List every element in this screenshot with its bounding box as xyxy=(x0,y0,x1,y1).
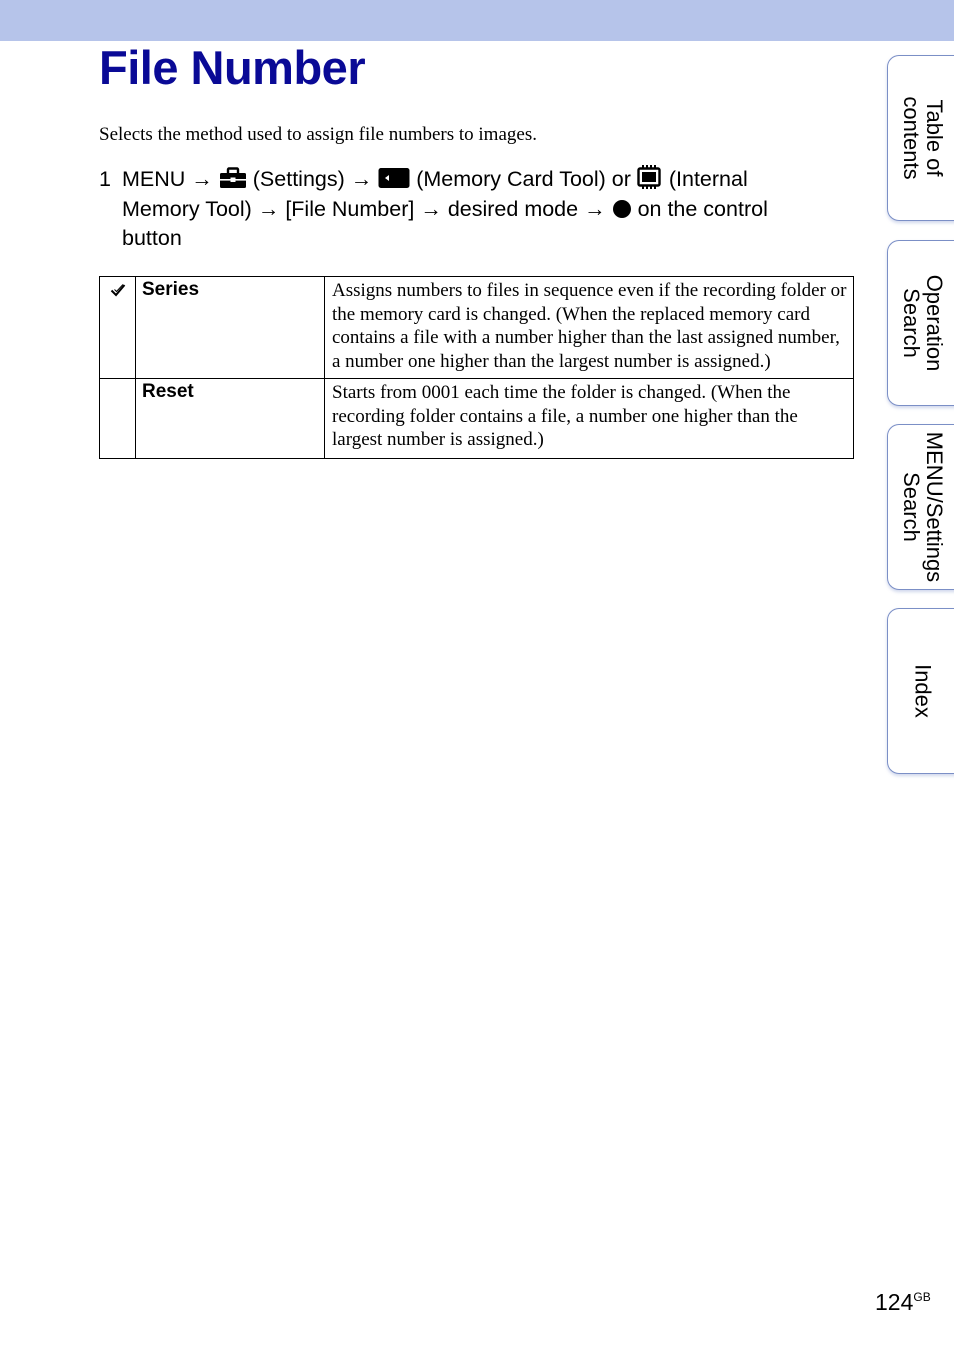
internal-memory-label-a: (Internal xyxy=(668,167,748,191)
file-number-label: [File Number] xyxy=(285,196,415,221)
arrow: → xyxy=(584,196,606,221)
checkmark-icon xyxy=(110,283,126,297)
arrow: → xyxy=(191,167,213,191)
internal-memory-label-b: Memory Tool) xyxy=(122,196,252,221)
tab-label: MENU/Settings Search xyxy=(899,431,947,583)
desired-mode-label: desired mode xyxy=(447,196,579,221)
menu-label: MENU xyxy=(122,167,186,191)
mode-name: Series xyxy=(136,277,325,379)
toolbox-icon xyxy=(219,167,247,189)
center-button-icon xyxy=(612,199,632,219)
control-button-label-2: button xyxy=(122,226,182,250)
tab-label: Index xyxy=(910,664,936,718)
mode-description: Starts from 0001 each time the folder is changed. (When the recording folder contains a file, a number one higher than the largest number is assigned.) xyxy=(325,379,854,459)
table-row xyxy=(100,277,854,379)
internal-memory-icon xyxy=(637,165,663,189)
control-button-label: on the control xyxy=(637,196,768,221)
page-number-suffix: GB xyxy=(913,1290,931,1304)
arrow: → xyxy=(420,196,442,221)
page-number-value: 124 xyxy=(875,1289,914,1315)
settings-label: (Settings) xyxy=(252,167,345,191)
mode-description: Assigns numbers to files in sequence even if the recording folder or the memory card is changed. (When the replaced memory card contains a file with a number higher than the last assigned number, a number one higher than the largest number is assigned.) xyxy=(325,277,854,379)
modes-table xyxy=(99,276,854,459)
memory-card-tool-label: (Memory Card Tool) or xyxy=(416,167,631,191)
intro-text: Selects the method used to assign file numbers to images. xyxy=(99,124,537,145)
default-mark-cell xyxy=(100,379,136,459)
tab-table-of-contents[interactable] xyxy=(887,55,954,221)
tab-index[interactable] xyxy=(887,608,954,774)
arrow: → xyxy=(257,196,280,221)
page-title: File Number xyxy=(99,41,366,94)
tab-menu-settings-search[interactable] xyxy=(887,424,954,590)
step-number: 1 xyxy=(99,167,111,191)
tab-label: Operation Search xyxy=(899,274,947,372)
memory-card-icon xyxy=(378,167,410,189)
tab-label: Table of contents xyxy=(899,96,947,180)
default-mark-cell xyxy=(100,277,136,379)
header-band xyxy=(0,0,954,41)
mode-name: Reset xyxy=(136,379,325,459)
procedure-step xyxy=(99,165,839,254)
arrow: → xyxy=(350,167,373,191)
tab-operation-search[interactable] xyxy=(887,240,954,406)
table-row xyxy=(100,379,854,459)
page-number xyxy=(875,1289,931,1316)
